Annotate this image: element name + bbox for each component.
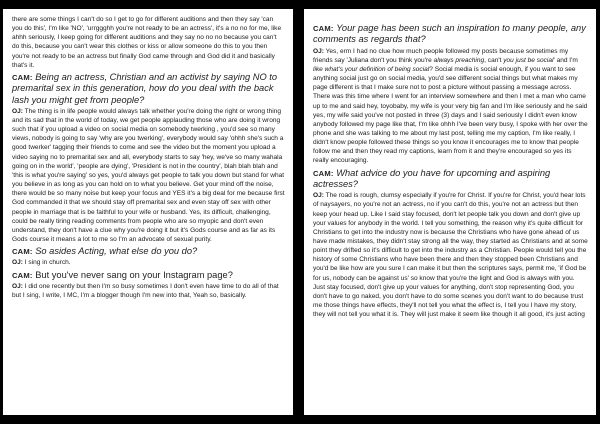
answer-2-text: I sing in church. [24, 259, 71, 267]
answer-1-text: The thing is in life people would always talk whether you're doing the right or wrong thing and its sad that in the world of today, we get people applauding those who are doing it wrong such that if you upload a video on social media on somebody twerking , you'd see so many views, nobody is going to say 'why are you twerking', everybody would say 'ohhh she's such a good twerker' tagging their friends to come and see the video but the moment you upload a video saying no to premarital sex and all, everybody starts to say 'hey, we've so many wahala going on in the world', 'people are dying', 'President is not in the country', blah blah blah and 'this is what you're saying' so yes, you'd always get people to talk you down but stand for what you believe in as long as you can hold on to what you believe. Get your mind off the noise, there would be so many noise but keep your focus and YES it's a big deal for me because first God commanded it that we should stay off premarital sex and even stay off sex with other people in marriage that is be faithful to your wife or husband. Yes, its difficult, challenging, could be really tiring reading comments from people who are so myopic and don't even understand, they don't have a clue why you're doing it but it's Gods course and as far as its Gods course it means a lot to me so I'm an advocate of sexual purity. [12, 107, 285, 244]
answer-4-italic-3: like what's your definition of being social [313, 65, 430, 73]
answer-3-text: I did one recently but then I'm so busy sometimes I don't even have time to do all of that but I sing, I write, I MC, I'm a blogger though I'm new into that, Yeah so, basically. [12, 282, 279, 300]
answer-2-label: OJ: [12, 259, 23, 267]
right-page [304, 9, 596, 415]
answer-5 [313, 191, 588, 319]
left-page [3, 9, 293, 415]
question-1-text: Being an actress, Christian and an activist by saying NO to premarital sex in this generation, how do you deal with the back lash you might get from people? [12, 71, 278, 105]
intro-paragraph: there are some things I can't do so I get to go for different auditions and then they say 'can you do this', I'm like 'NO', 'urrggghh you're not ready to be an actress', it's a no no for me, like ahhh seriously, I keep going for different auditions and they say no no no because you can't do this, because you can't wear this clothes or kiss or allow someone do this to you then you're not ready to be an actress but finally God came through and God did it and basically that's it. [12, 16, 282, 69]
question-2-text: So asides Acting, what else do you do? [35, 246, 198, 257]
question-3-label: CAM: [12, 270, 33, 280]
answer-2 [12, 258, 285, 267]
question-2-label: CAM: [12, 247, 33, 257]
question-4-label: CAM: [313, 24, 334, 33]
answer-4-text-2: , can't [484, 56, 504, 64]
question-3 [12, 270, 285, 281]
answer-1-label: OJ: [12, 107, 23, 115]
answer-4 [313, 47, 588, 166]
question-4-text: Your page has been such an inspiration to many people, any comments as regards that? [313, 23, 586, 45]
answer-4-text-4: ? Social media is social enough, if you want to see anything social just go on social media, you'd see different social things but what makes my page different is that I make sure not to post a picture without passing a message across. There was this time where I went for an interview somewhere and then I met a man who came up to me and said hey, toyobaby, my wife is your very big fan and I'm like seriously and he said yes, my wife said you've not posted in three (3) days and I said seriously I didn't even know anybody followed my page like that, I'm like ohhh I've been very busy, I spoke with her over the phone and she was talking to me about my last post, telling me my caption, I'm like really, I didn't know people followed these things so you know it encourages me to know that people follow me and then they read my captions, learn from it and they're encouraged so yes its really encouraging. [313, 65, 588, 165]
question-3-text: But you've never sang on your Instagram page? [35, 269, 233, 280]
answer-5-label: OJ: [313, 192, 324, 200]
question-1-label: CAM: [12, 72, 33, 82]
answer-4-label: OJ: [313, 47, 324, 55]
answer-4-italic-2: you just be social [503, 56, 554, 64]
answer-3-label: OJ: [12, 282, 23, 290]
question-2 [12, 246, 285, 257]
question-5-text: What advice do you have for upcoming and aspiring actresses? [313, 167, 551, 189]
question-5 [313, 168, 588, 191]
answer-4-italic-1: always preaching [433, 56, 485, 64]
answer-1 [12, 107, 285, 244]
question-5-label: CAM: [313, 168, 334, 178]
answer-3 [12, 282, 285, 300]
question-4 [313, 23, 588, 46]
answer-4-text-1: Yes, erm I had no clue how much people followed my posts because sometimes my friends say 'Juliana don't you think you're [313, 47, 569, 64]
question-1 [12, 72, 285, 106]
answer-5-text: The road is rough, clumsy especially if you're for Christ. If you're for Christ, you'd hear lots of naysayers, no you're not an actress, no if you can't do this, you're not an actress but then keep your head up. Like I said stay focused, don't let people talk you down and don't give up your values for anybody in the world. I tell you something, the reason why it's quite difficult for Christians to get into the industry now is because the Christians who have gone ahead of us have made mistakes, they didn't stay strong all the way, they started as Christians and at some point they drifted so it's difficult to get into the industry as a Christian. People would tell you the history of some Christians who have been there and then they stopped been Christians and you'd be like how are you sure I can make it but then the scriptures says, permit me, 'if God be for us, nobody can be against us' so know that you're the light and God is always with you. Just stay focused, don't give up your values for anything, don't stop representing God, you don't have to go naked, you don't have to do some scenes you don't want to do because trust me those things have effects, they'll not tell you what the effect is, I tell you I have my story, they will not tell you what it is. They will just make it seem like though it all good, it's just acting [313, 192, 588, 319]
answer-4-text-3: ' and I'm [553, 56, 578, 64]
